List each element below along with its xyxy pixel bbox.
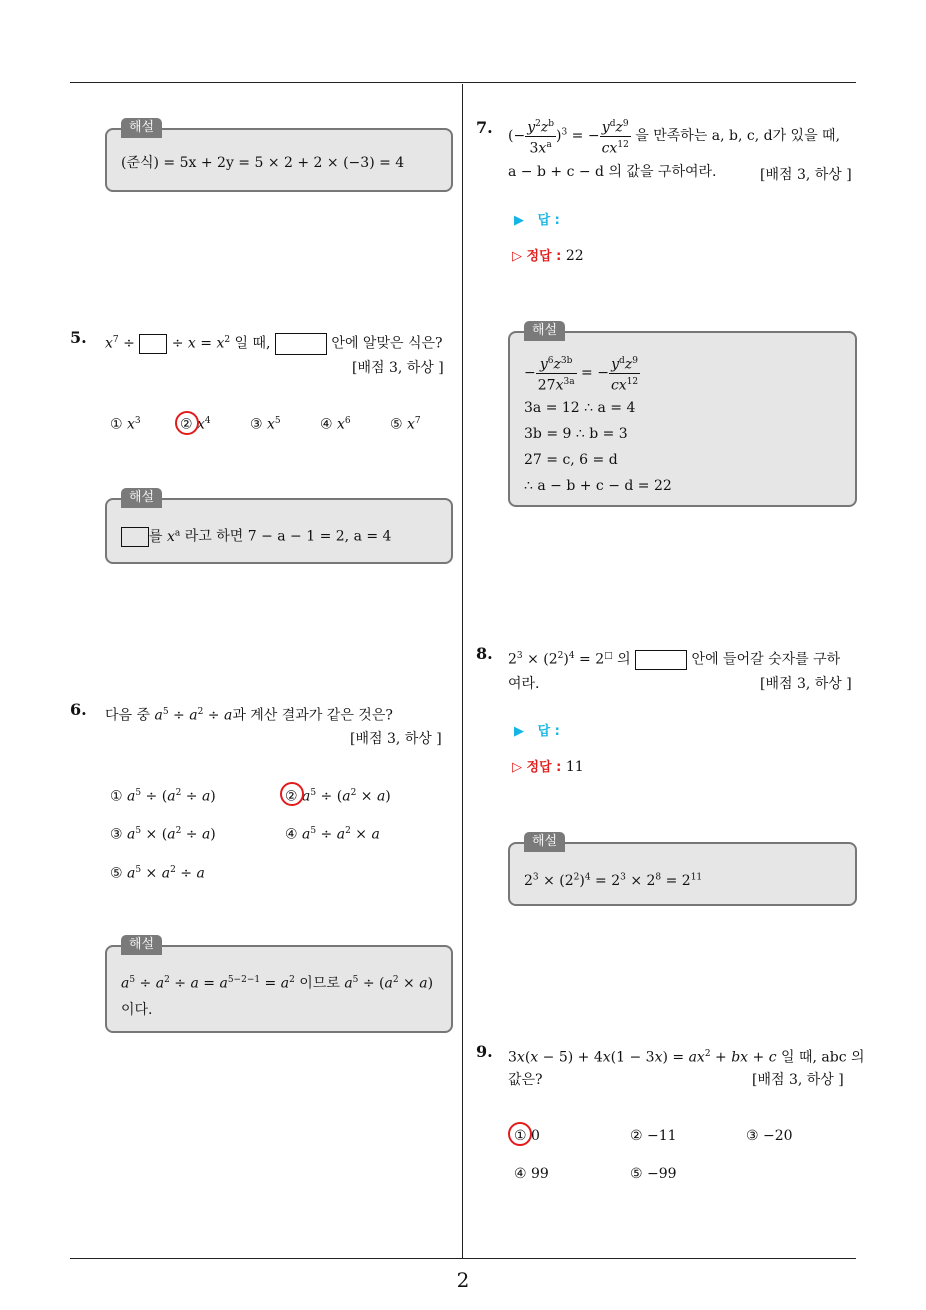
q6-question: 다음 중 $a^5 \div a^2 \div a$과 계산 결과가 같은 것은? (105, 707, 393, 724)
q6-solution-line-2: 이다. (121, 1001, 153, 1018)
q8-answer-label[interactable]: ▶ 답 : (514, 724, 560, 739)
q5-solution-box: 해설 를 $x^a$ 라고 하면 7 − a − 1 = 2, a = 4 (105, 498, 453, 564)
q9-question-line-1: $3x(x - 5) + 4x(1 - 3x) = ax^2$ + bx + c 일 때, abc 의 (508, 1049, 865, 1066)
q5-correct-mark (175, 411, 199, 435)
q6-solution-box (105, 937, 453, 1033)
q7-solution-equation: − $\frac{y^6z^{3b}}{27x^{3a}}$ = − $\frac{y^dz^9}{cx^{12}}$ (524, 353, 841, 393)
q8-answer-blank[interactable] (635, 650, 687, 670)
q5-solution-blank (121, 527, 149, 547)
q8-question-line-2: 여라. (508, 676, 540, 692)
q4-solution-tag: 해설 (121, 118, 162, 138)
q7-solution-line-4: ∴ a − b + c − d = 22 (524, 478, 672, 495)
q7-question-line-2: a − b + c − d 의 값을 구하여라. (508, 164, 717, 180)
q5-question: $x^7$ ÷ ÷ $x = x^2$ 일 때, 안에 알맞은 식은? (105, 326, 443, 358)
q5-number: 5. (70, 328, 87, 347)
q6-solution-line-1: $a^5 \div a^2 \div a = a^{5-2-1} = a^2$ 이므로 $a^5 \div (a^2 \times a)$ (121, 975, 434, 992)
q5-option-3[interactable]: ③ $x^5$ (250, 416, 281, 433)
q7-solution-tag: 해설 (524, 321, 565, 341)
q6-option-4[interactable]: ④ $a^5 \div a^2 \times a$ (285, 826, 380, 843)
q6-correct-mark (280, 782, 304, 806)
q7-points: [배점 3, 하상 ] (760, 167, 852, 183)
bottom-rule (70, 1258, 856, 1259)
q9-option-2[interactable]: ② −11 (630, 1128, 677, 1144)
q6-option-3[interactable]: ③ $a^5 \times (a^2 \div a)$ (110, 826, 216, 843)
q6-number: 6. (70, 700, 87, 719)
q9-correct-mark (508, 1122, 532, 1146)
q9-number: 9. (476, 1042, 493, 1061)
q5-option-5[interactable]: ⑤ $x^7$ (390, 416, 421, 433)
q8-correct-answer: ▷ 정답 : 11 (512, 759, 584, 775)
column-divider (462, 84, 463, 1258)
q4-solution-line: (준식) = 5x + 2y = 5 × 2 + 2 × (−3) = 4 (121, 155, 405, 171)
q4-solution-box (105, 120, 453, 192)
q7-question-line-1: (− $\frac{y^2z^b}{3x^a}$ )$^3$ = − $\frac{y^dz^9}{cx^{12}}$ 을 만족하는 a, b, c, d가 있을 때, (508, 116, 840, 156)
q7-correct-answer: ▷ 정답 : 22 (512, 248, 584, 264)
q6-option-2[interactable]: ② $a^5 \div (a^2 \times a)$ (285, 788, 391, 805)
q7-answer-label[interactable]: ▶ 답 : (514, 213, 560, 228)
q9-points: [배점 3, 하상 ] (752, 1072, 844, 1088)
q8-number: 8. (476, 644, 493, 663)
q8-solution-box (508, 834, 857, 906)
q8-points: [배점 3, 하상 ] (760, 676, 852, 692)
q7-solution-line-2: 3b = 9 ∴ b = 3 (524, 426, 628, 443)
q9-option-3[interactable]: ③ −20 (746, 1128, 793, 1144)
q7-solution-line-3: 27 = c, 6 = d (524, 452, 618, 469)
q6-solution-tag: 해설 (121, 935, 162, 955)
q9-question-line-2: 값은? (508, 1072, 543, 1088)
q8-solution-line: $2^3 \times (2^2)^4 = 2^3 \times 2^8 = 2^{11}$ (524, 872, 703, 889)
q9-option-1[interactable]: ① 0 (514, 1128, 540, 1144)
q5-option-2[interactable]: ② $x^4$ (180, 416, 211, 433)
page-number: 2 (456, 1268, 470, 1292)
q6-option-1[interactable]: ① $a^5 \div (a^2 \div a)$ (110, 788, 216, 805)
q6-option-5[interactable]: ⑤ $a^5 \times a^2 \div a$ (110, 865, 205, 882)
q7-solution-line-1: 3a = 12 ∴ a = 4 (524, 400, 636, 417)
q7-solution-box (508, 323, 857, 507)
q5-option-4[interactable]: ④ $x^6$ (320, 416, 351, 433)
q5-option-1[interactable]: ① $x^3$ (110, 416, 141, 433)
q8-solution-tag: 해설 (524, 832, 565, 852)
q6-points: [배점 3, 하상 ] (350, 731, 442, 747)
q5-solution-tag: 해설 (121, 488, 162, 508)
q5-solution-text: 라고 하면 7 − a − 1 = 2, a = 4 (184, 528, 392, 545)
q7-number: 7. (476, 118, 493, 137)
q9-option-5[interactable]: ⑤ −99 (630, 1166, 677, 1182)
q5-inline-blank (139, 334, 167, 354)
q9-option-4[interactable]: ④ 99 (514, 1166, 549, 1182)
q5-question-text: 안에 알맞은 식은? (331, 335, 443, 352)
top-rule (70, 82, 856, 83)
q5-points: [배점 3, 하상 ] (352, 360, 444, 376)
q8-question-line-1: $2^3 \times (2^2)^4 = 2^□$ 의 안에 들어갈 숫자를 구하 (508, 651, 841, 668)
q5-answer-blank[interactable] (275, 333, 327, 355)
